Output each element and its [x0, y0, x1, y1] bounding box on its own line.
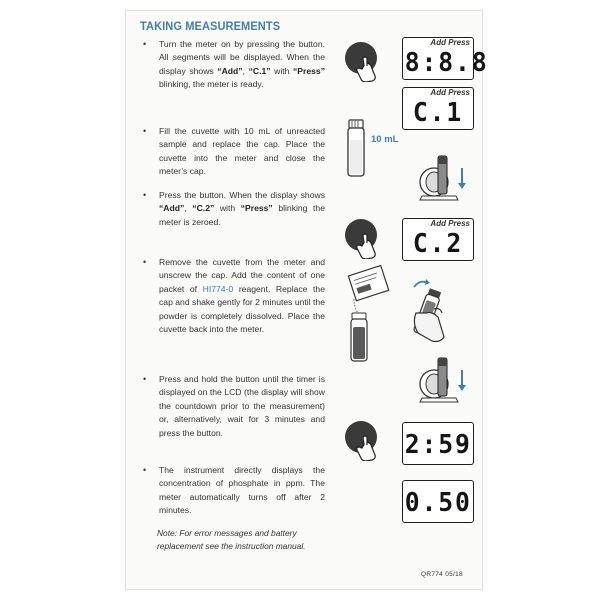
volume-label: 10 mL [371, 134, 399, 145]
press-button-icon [343, 40, 383, 82]
press-button-icon [343, 217, 383, 259]
lcd-display-result [402, 480, 474, 523]
bold-term: “Add” [217, 65, 243, 76]
section-title: TAKING MEASUREMENTS [140, 19, 281, 33]
meter-insert-cuvette-icon [412, 352, 472, 404]
press-button-icon [343, 419, 383, 461]
lcd-display-c1 [402, 87, 474, 130]
bullet: • [143, 257, 147, 267]
lcd-digits: C.1 [412, 98, 464, 128]
bold-term: “Add” [159, 203, 185, 214]
step-text [159, 373, 325, 440]
step-1 [143, 38, 325, 92]
bold-term: “Press” [293, 65, 326, 76]
lcd-indicator: Add Press [430, 38, 470, 47]
step-text-run: Fill the cuvette with 10 mL of unreacted sample and replace the cap. Place the cuvette into the meter and close the meter’s cap. [159, 126, 325, 177]
bullet: • [143, 126, 147, 136]
step-text [159, 256, 325, 336]
step-text-run: with [270, 65, 293, 76]
bullet: • [143, 374, 147, 384]
lcd-digits: C.2 [412, 229, 464, 259]
step-text-run: Press the button. When the display shows [159, 190, 325, 200]
lcd-digits: 2:59 [404, 430, 472, 460]
step-text [159, 464, 325, 518]
meter-insert-cuvette-icon [412, 150, 472, 202]
lcd-digits: 8:8.8 [404, 48, 489, 78]
bold-term: “Press” [240, 203, 273, 214]
step-text-run: blinking the meter is zeroed. [159, 203, 325, 227]
reagent-packet-icon [340, 265, 392, 365]
step-text-run: , [242, 65, 249, 76]
step-3 [143, 189, 325, 229]
step-text [159, 38, 325, 92]
lcd-display-c2 [402, 218, 474, 261]
step-4 [143, 256, 325, 336]
lcd-indicator: Add Press [430, 88, 470, 97]
note-text: Note: For error messages and battery replacement see the instruction manual. [157, 528, 306, 551]
shake-cuvette-icon [404, 275, 456, 345]
step-text [159, 125, 325, 179]
bullet: • [143, 39, 147, 49]
step-text [159, 189, 325, 229]
lcd-display-timer [402, 422, 474, 465]
lcd-indicator: Add Press [430, 219, 470, 228]
step-5 [143, 373, 325, 440]
document-code: QR774 05/18 [421, 571, 463, 578]
step-text-run: blinking, the meter is ready. [159, 79, 264, 90]
bold-term: “C.1” [248, 65, 271, 76]
cuvette-icon [344, 118, 368, 180]
lcd-digits: 0.50 [404, 488, 472, 518]
step-text-run: Press and hold the button until the timer is displayed on the LCD (the display will show the countdown prior to the measurement) or, alternatively, wait for 3 minutes and press the button. [159, 374, 325, 438]
step-6 [143, 464, 325, 518]
bold-term: “C.2” [192, 203, 215, 214]
step-text-run: The instrument directly displays the concentration of phosphate in ppm. The meter automatically turns off after 2 minutes. [159, 465, 325, 516]
step-2 [143, 125, 325, 179]
step-text-run: Turn the meter on by pressing the button. All segments will be displayed. When the display shows [159, 39, 325, 76]
step-text-run: reagent. Replace the cap and shake gently for 2 minutes until the powder is completely dissolved. Place the cuvette back into the meter. [159, 283, 325, 335]
step-text-run: Remove the cuvette from the meter and unscrew the cap. Add the content of one packet of [159, 257, 325, 294]
lcd-display-all-segments [402, 37, 489, 80]
step-text-run: with [214, 203, 241, 214]
step-text-run: , [184, 203, 193, 214]
bullet: • [143, 190, 147, 200]
bullet: • [143, 465, 147, 475]
reagent-code: HI774-0 [202, 283, 234, 294]
